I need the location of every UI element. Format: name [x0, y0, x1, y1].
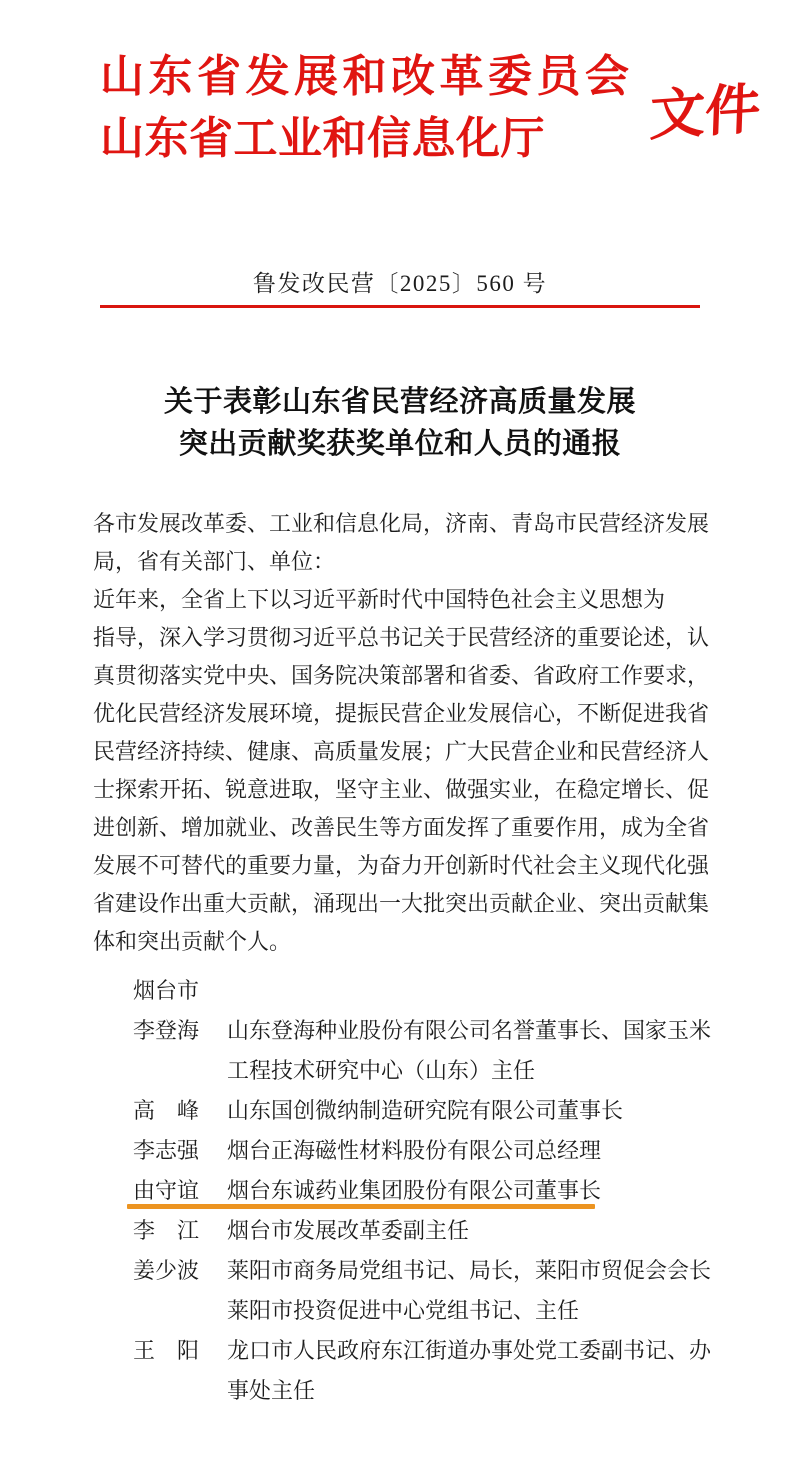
agency-names	[100, 46, 634, 170]
awardee-name: 王 阳	[133, 1338, 200, 1363]
awardee-titles	[227, 1251, 711, 1331]
body-text-line: 局，省有关部门、单位：	[93, 549, 336, 574]
agency-name-line: 山东省发展和改革委员会	[100, 52, 634, 101]
awardee-name: 李登海	[133, 1018, 200, 1043]
body-text-line: 省建设作出重大贡献，涌现出一大批突出贡献企业、突出贡献集	[93, 891, 710, 916]
awardee-title-line: 烟台市发展改革委副主任	[227, 1218, 470, 1243]
awardee-title-line: 山东国创微纳制造研究院有限公司董事长	[227, 1098, 624, 1123]
body-text-line: 体和突出贡献个人。	[93, 929, 292, 954]
awardee-titles	[227, 1131, 601, 1171]
awardee-name: 由守谊	[133, 1178, 200, 1203]
awardee-titles	[227, 1091, 623, 1131]
body-text-line: 优化民营经济发展环境，提振民营企业发展信心，不断促进我省	[93, 701, 710, 726]
awardee-titles	[227, 1211, 469, 1251]
agency-name-line: 山东省工业和信息化厅	[100, 114, 545, 163]
body-text-line: 士探索开拓、锐意进取，坚守主业、做强实业，在稳定增长、促	[93, 777, 710, 802]
city-heading: 烟台市	[133, 978, 200, 1003]
document-title-line: 突出贡献奖获奖单位和人员的通报	[178, 428, 622, 460]
awardee-row	[133, 1091, 712, 1131]
awardee-title-line: 莱阳市投资促进中心党组书记、主任	[227, 1298, 580, 1323]
body-text-line: 指导，深入学习贯彻习近平总书记关于民营经济的重要论述，认	[93, 625, 710, 650]
doc-type-label: 文件	[648, 78, 761, 147]
highlight-underline	[127, 1204, 595, 1209]
body-text-line: 进创新、增加就业、改善民生等方面发挥了重要作用，成为全省	[93, 815, 710, 840]
main-paragraph	[93, 581, 712, 961]
body-text-line: 发展不可替代的重要力量，为奋力开创新时代社会主义现代化强	[93, 853, 710, 878]
awardee-rows	[93, 1011, 712, 1411]
document-title	[0, 381, 800, 465]
awardee-row	[133, 1011, 712, 1091]
awardee-name: 姜少波	[133, 1258, 200, 1283]
awardee-row	[133, 1331, 712, 1411]
awardee-title-line: 工程技术研究中心（山东）主任	[227, 1058, 536, 1083]
awardee-row	[133, 1251, 712, 1331]
body-text-line: 各市发展改革委、工业和信息化局，济南、青岛市民营经济发展	[93, 511, 710, 536]
awardee-name: 高 峰	[133, 1098, 200, 1123]
document-title-line: 关于表彰山东省民营经济高质量发展	[163, 386, 636, 418]
body-text-line: 民营经济持续、健康、高质量发展；广大民营企业和民营经济人	[93, 739, 710, 764]
document-number: 鲁发改民营〔2025〕560 号	[252, 271, 548, 296]
awardee-title-line: 莱阳市商务局党组书记、局长，莱阳市贸促会会长	[227, 1258, 712, 1283]
awardee-title-line: 山东登海种业股份有限公司名誉董事长、国家玉米	[227, 1018, 712, 1043]
awardee-title-line: 事处主任	[227, 1378, 316, 1403]
red-divider-line	[100, 305, 700, 308]
letterhead	[0, 0, 800, 170]
awardee-titles	[227, 1331, 711, 1411]
body-text-line: 近年来，全省上下以习近平新时代中国特色社会主义思想为	[93, 587, 666, 612]
awardee-title-line: 龙口市人民政府东江街道办事处党工委副书记、办	[227, 1338, 712, 1363]
awardee-name: 李 江	[133, 1218, 200, 1243]
body-text-line: 真贯彻落实党中央、国务院决策部署和省委、省政府工作要求，	[93, 663, 710, 688]
awardee-row	[133, 1131, 712, 1171]
awardee-titles	[227, 1011, 711, 1091]
salutation	[93, 505, 712, 581]
awardee-row	[133, 1171, 712, 1211]
awardee-name: 李志强	[133, 1138, 200, 1163]
document-body	[93, 505, 712, 961]
awardee-title-line: 烟台东诚药业集团股份有限公司董事长	[227, 1178, 602, 1203]
awardee-list	[93, 971, 712, 1411]
awardee-row	[133, 1211, 712, 1251]
awardee-title-line: 烟台正海磁性材料股份有限公司总经理	[227, 1138, 602, 1163]
